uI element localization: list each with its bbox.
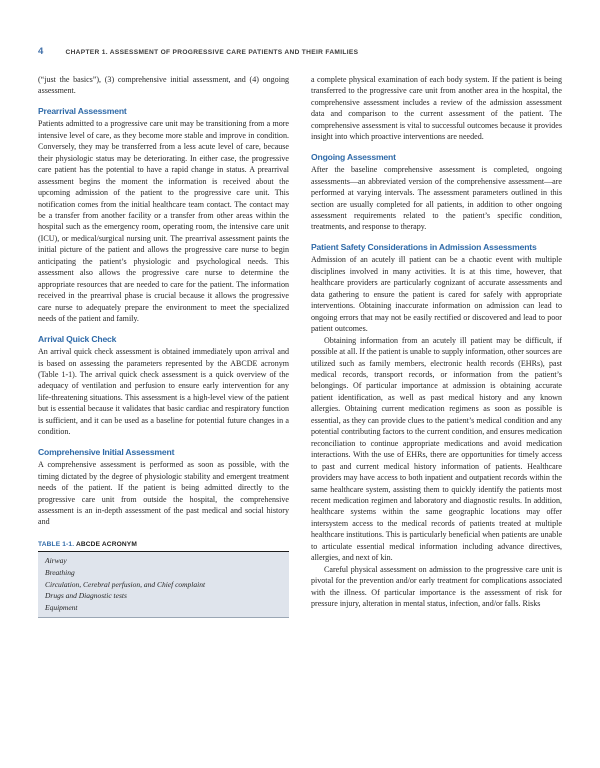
left-column — [38, 74, 289, 744]
section-heading-comprehensive-initial-assessment: Comprehensive Initial Assessment — [38, 446, 175, 457]
right-column — [311, 74, 562, 744]
table-row: Equipment — [45, 602, 78, 612]
section-heading-prearrival-assessment: Prearrival Assessment — [38, 105, 127, 116]
page-number: 4 — [38, 46, 44, 57]
table-caption-title: ABCDE ACRONYM — [75, 540, 137, 548]
table-row: Breathing — [45, 568, 75, 577]
table-row: Circulation, Cerebral perfusion, and Chief complaint — [45, 579, 206, 589]
section-heading-patient-safety-considerations: Patient Safety Considerations in Admission Assessments — [311, 241, 537, 252]
paragraph-prearrival-1: Patients admitted to a progressive care unit may be transitioning from a more intensive level of care, as they become more stable and improve in condition. Conversely, they may be transferred from a less acute level of care, because their physiologic status may be deteriorating. In either case, the progressive care patient has the potential to have a rapid change in status. A prearrival assessment begins the moment the information is received about the upcoming admission of the patient to the progressive care unit. This notification comes from the initial healthcare team contact. The contact may be a transfer from another facility or a transfer from other areas within the hospital such as the emergency room, operating room, the intensive care unit (ICU), or medical/surgical nursing unit. The prearrival assessment paints the initial picture of the patient and allows the progressive care nurse to begin anticipating the patient’s physiologic and psychological needs. This assessment also allows the progressive care nurse to determine the appropriate resources that are needed to care for the patient. The information received in the prearrival phase is crucial because it allows the progressive care nurse to adequately prepare the environment to meet the specialized needs of the patient and family. — [38, 119, 289, 324]
table-row: Drugs and Diagnostic tests — [45, 591, 127, 601]
section-heading-arrival-quick-check: Arrival Quick Check — [38, 333, 117, 344]
paragraph-patient-safety-2: Obtaining information from an acutely ill patient may be difficult, if possible at all. If the patient is unable to supply information, other sources are utilized such as family members, electronic health records (EHRs), past medical records, transport records, or information from the patient’s belongings. Of particular importance at admission is obtaining accurate patient identification, as well as past medical history and any known allergies. Obtaining current medication regimens as soon as possible is essential, as they can provide clues to the patient’s medical condition and any potential contributing factors to the current condition, and ensures medication reconciliation to continue appropriate medications and avoid medication interactions. With the use of EHRs, there are opportunities for timely access to past and current medical history information of patients. Healthcare providers may have access to both inpatient and outpatient records within the same healthcare system, assisting them to quickly identify the patients most recent medication regimen and laboratory and diagnostic results. In addition, healthcare systems within the same geographic locations may offer intersystem access to the medical records of patients treated at multiple healthcare institutions. This is particularly beneficial when patients are unable to articulate essential medical information including advance directives, allergies, and next of kin. — [311, 335, 563, 563]
table-abcde-acronym — [38, 541, 289, 618]
table-row: Airway — [45, 556, 67, 566]
running-head — [38, 46, 562, 57]
table-caption-number: TABLE 1-1. — [38, 540, 75, 548]
paragraph-continued: a complete physical examination of each body system. If the patient is being transferred to the progressive care unit from another area in the hospital, the comprehensive assessment includes a review of the admission assessment data and comparison to the current assessment of the patient. The comprehensive assessment is vital to successful outcomes because it provides insight into which proactive interventions are needed. — [311, 75, 562, 142]
body-columns — [38, 74, 562, 744]
paragraph-patient-safety-3: Careful physical assessment on admission to the progressive care unit is pivotal for the prevention and/or early treatment for complications associated with the illness. Of particular importance is the assessment of risk for pressure injury, alteration in mental status, infection, and/or falls. Risks — [311, 564, 562, 609]
paragraph-ongoing-1: After the baseline comprehensive assessment is completed, ongoing assessments—an abbreviated version of the comprehensive assessment—are performed at varying intervals. The assessment parameters outlined in this section are usually completed for all patients, in addition to other ongoing assessment requirements related to the patient’s specific condition, treatments, and response to therapy. — [311, 165, 562, 232]
table-body — [38, 551, 289, 618]
intro-paragraph: (“just the basics”), (3) comprehensive initial assessment, and (4) ongoing assessment. — [38, 75, 289, 96]
table-caption — [38, 541, 289, 548]
paragraph-arrival-quick-check-1: An arrival quick check assessment is obtained immediately upon arrival and is based on assessing the parameters represented by the ABCDE acronym (Table 1-1). The arrival quick check assessment is a quick overview of the adequacy of ventilation and perfusion to ensure early intervention for any life-threatening situations. This assessment is a high-level view of the patient but is essential because it validates that basic cardiac and respiratory function is sufficient, and it can be used as a baseline for potential future changes in a condition. — [38, 347, 289, 437]
running-title: CHAPTER 1. ASSESSMENT OF PROGRESSIVE CARE PATIENTS AND THEIR FAMILIES — [65, 49, 359, 56]
section-heading-ongoing-assessment: Ongoing Assessment — [311, 151, 396, 162]
paragraph-patient-safety-1: Admission of an acutely ill patient can be a chaotic event with multiple disciplines involved in many activities. It is at this time, however, that healthcare providers are particularly cognizant of accurate assessments and data gathering to ensure the patient is cared for safely with appropriate interventions. Obtaining inaccurate information on admission can lead to ongoing errors that may not be easily rectified or discovered and lead to poor patient outcomes. — [311, 255, 562, 334]
paragraph-comprehensive-initial-1: A comprehensive assessment is performed as soon as possible, with the timing dictated by the degree of physiologic stability and emergent treatment needs of the patient. If the patient is being admitted directly to the progressive care unit from outside the hospital, the comprehensive assessment is an in-depth assessment of the past medical and social history and — [38, 460, 289, 527]
